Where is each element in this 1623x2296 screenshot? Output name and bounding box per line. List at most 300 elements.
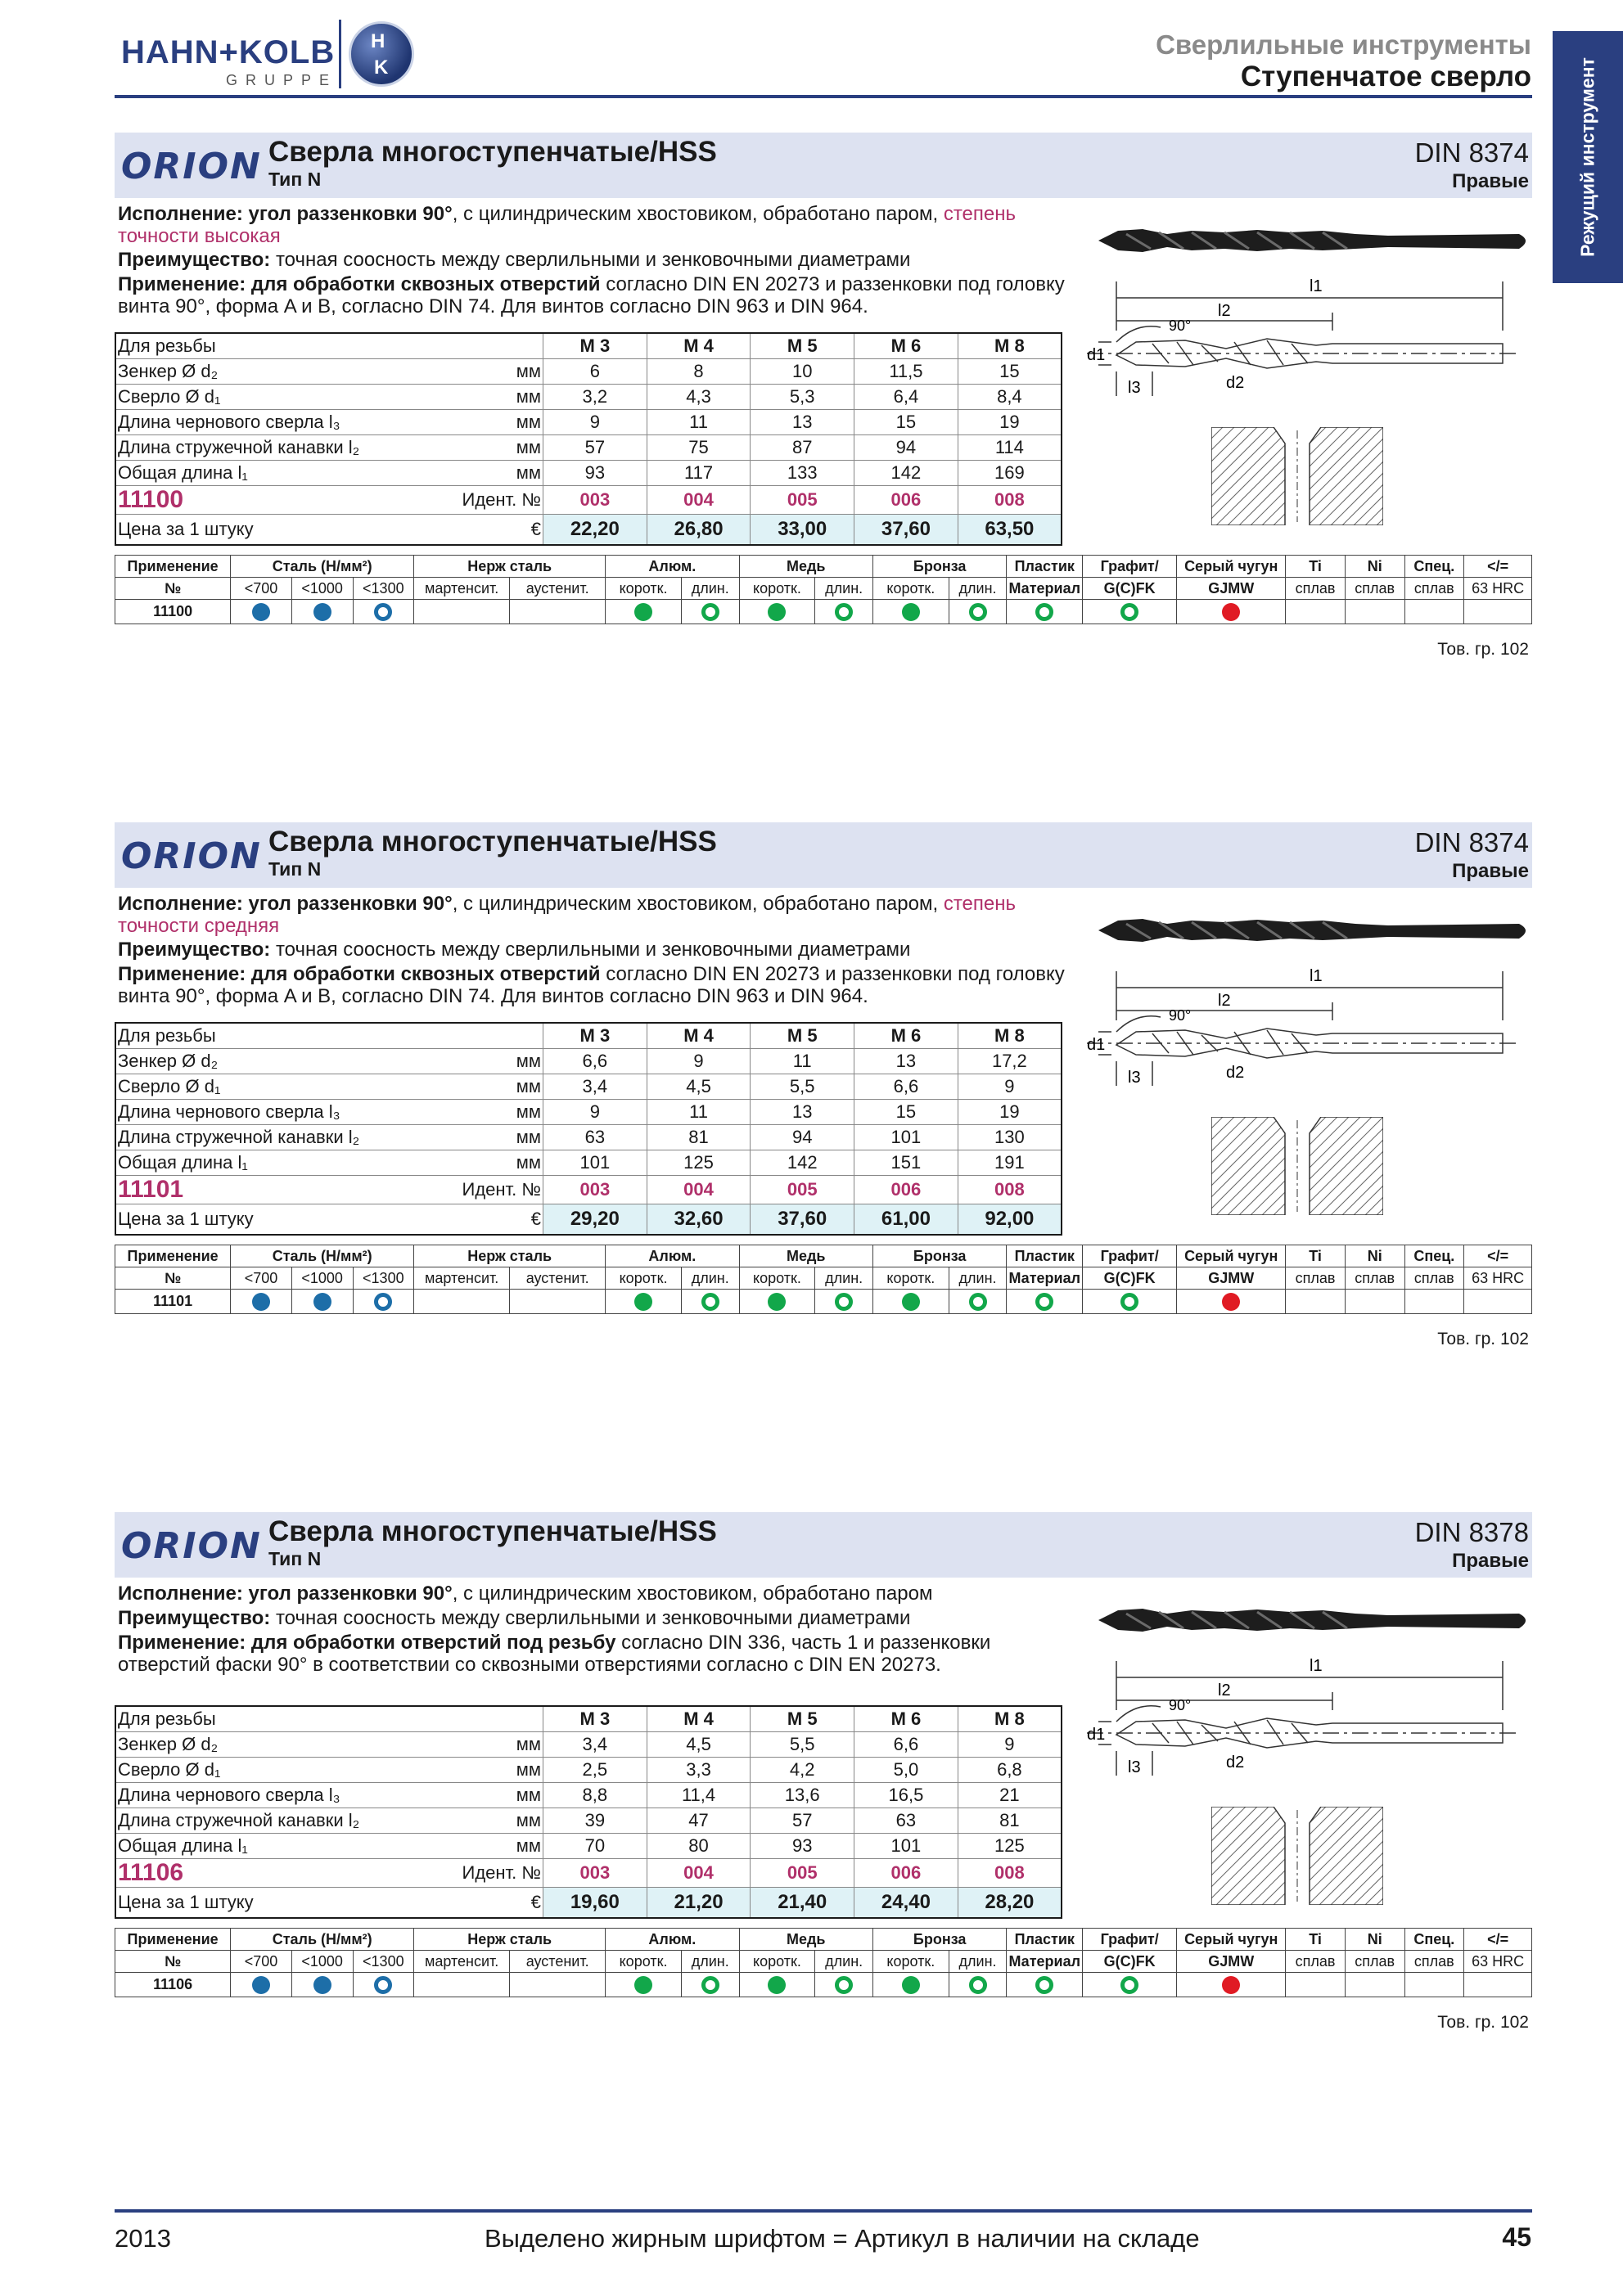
app-header-cell: Графит/	[1083, 1929, 1177, 1951]
app-header-cell: Ti	[1286, 1929, 1346, 1951]
spec-row	[115, 1023, 1062, 1048]
app-rating-cell	[231, 1973, 292, 1997]
spec-row	[115, 1757, 1062, 1782]
execution-body: , с цилиндрическим хвостовиком, обработано паром	[452, 1582, 933, 1605]
spec-cell: М 4	[647, 1023, 751, 1048]
conditionally-suitable-dot-icon	[1120, 1293, 1138, 1311]
spec-cell: 29,20	[543, 1204, 647, 1235]
app-header-cell: Применение	[115, 556, 231, 578]
spec-cell: 22,20	[543, 514, 647, 545]
spec-row-unit: мм	[461, 1833, 543, 1858]
app-rating-cell	[1404, 1290, 1464, 1314]
application-label: Применение: для обработки сквозных отверстий	[118, 273, 601, 295]
app-header-cell: Алюм.	[606, 1929, 739, 1951]
spec-row-label: Для резьбы	[115, 333, 461, 358]
svg-text:l3: l3	[1128, 379, 1141, 397]
app-rating-cell	[1345, 1290, 1404, 1314]
execution-text	[118, 1582, 1059, 1605]
rotation-direction: Правые	[1452, 860, 1529, 882]
spec-cell[interactable]: 008	[958, 1175, 1062, 1204]
spec-cell: М 5	[751, 1706, 854, 1731]
conditionally-suitable-dot-icon	[835, 1976, 853, 1994]
app-subheader-cell: 63 HRC	[1464, 1267, 1532, 1290]
suitable-dot-icon	[634, 1293, 652, 1311]
conditionally-suitable-dot-icon	[701, 603, 719, 621]
spec-cell: 39	[543, 1808, 647, 1833]
app-rating-cell	[231, 600, 292, 624]
app-rating-cell	[739, 1290, 815, 1314]
svg-text:d1: d1	[1087, 346, 1106, 364]
app-rating-row	[115, 1973, 1532, 1997]
spec-cell[interactable]: 008	[958, 1858, 1062, 1887]
din-standard: DIN 8378	[1414, 1517, 1529, 1547]
app-header-cell: Ni	[1345, 1929, 1404, 1951]
app-subheader-cell: длин.	[681, 578, 739, 600]
conditionally-suitable-dot-icon	[835, 603, 853, 621]
spec-row-label: Длина стружечной канавки l₂	[115, 434, 461, 460]
spec-row-unit: мм	[461, 1808, 543, 1833]
spec-cell: 10	[751, 358, 854, 384]
svg-text:d1: d1	[1087, 1036, 1106, 1054]
page-number: 45	[1502, 2222, 1531, 2252]
app-header-cell: Графит/	[1083, 556, 1177, 578]
app-subheader-cell: коротк.	[739, 1951, 815, 1973]
spec-cell: М 3	[543, 1023, 647, 1048]
spec-row	[115, 1099, 1062, 1124]
app-rating-cell	[1007, 600, 1083, 624]
spec-cell: 37,60	[751, 1204, 854, 1235]
app-rating-cell	[681, 600, 739, 624]
svg-text:l1: l1	[1310, 1657, 1323, 1675]
app-subheader-cell: Материал	[1007, 578, 1083, 600]
suitable-dot-icon	[252, 1293, 270, 1311]
spec-row-unit: мм	[461, 1150, 543, 1175]
spec-cell[interactable]: 005	[751, 1175, 854, 1204]
spec-cell: 16,5	[854, 1782, 958, 1808]
app-rating-row	[115, 1290, 1532, 1314]
app-rating-cell	[1464, 1973, 1532, 1997]
conditionally-suitable-dot-icon	[374, 603, 392, 621]
conditionally-suitable-dot-icon	[374, 1293, 392, 1311]
product-group: Тов. гр. 102	[1437, 2013, 1529, 2032]
app-subheader-cell: G(C)FK	[1083, 1951, 1177, 1973]
spec-cell[interactable]: 005	[751, 485, 854, 514]
product-title: Сверла многоступенчатые/HSS	[268, 826, 717, 858]
execution-label: Исполнение: угол раззенковки 90°	[118, 893, 453, 915]
svg-text:d2: d2	[1226, 374, 1245, 392]
product-section	[115, 822, 1532, 1346]
app-subheader-cell: №	[115, 1951, 231, 1973]
app-header-cell: Медь	[739, 556, 872, 578]
app-subheader-cell: GJMW	[1177, 1951, 1286, 1973]
spec-cell[interactable]: 004	[647, 485, 751, 514]
spec-cell: 5,5	[751, 1731, 854, 1757]
app-article-no: 11100	[115, 600, 231, 624]
app-header-cell: Пластик	[1007, 556, 1083, 578]
category-title: Сверлильные инструменты	[1156, 29, 1531, 60]
app-subheader-cell: сплав	[1404, 1267, 1464, 1290]
spec-row	[115, 1858, 1062, 1887]
spec-cell: 92,00	[958, 1204, 1062, 1235]
spec-row-label: Длина стружечной канавки l₂	[115, 1808, 461, 1833]
spec-row-label: Общая длина l₁	[115, 1150, 461, 1175]
spec-cell: 75	[647, 434, 751, 460]
svg-text:l3: l3	[1128, 1758, 1141, 1776]
orion-logo: ORION	[121, 1525, 262, 1567]
application-body: согласно DIN EN 20273 и раззенковки под головку винта 90°, форма A и B, согласно DIN 74. Для винтов согласно DIN 963 и DIN 964.	[118, 963, 1065, 1007]
app-rating-cell	[815, 1290, 873, 1314]
spec-cell: 13	[751, 1099, 854, 1124]
app-subheader-cell: длин.	[681, 1267, 739, 1290]
app-rating-cell	[949, 1290, 1007, 1314]
spec-cell[interactable]: 006	[854, 1175, 958, 1204]
spec-row-label: Зенкер Ø d₂	[115, 1048, 461, 1074]
app-rating-cell	[872, 1290, 949, 1314]
app-rating-cell	[353, 1290, 414, 1314]
spec-cell: 15	[854, 1099, 958, 1124]
countersink-hole-drawing	[1211, 1117, 1383, 1215]
spec-cell: 11,4	[647, 1782, 751, 1808]
app-header-cell: Спец.	[1404, 1929, 1464, 1951]
spec-cell[interactable]: 003	[543, 485, 647, 514]
app-header-cell: Сталь (Н/мм²)	[231, 556, 414, 578]
spec-cell: 130	[958, 1124, 1062, 1150]
app-header-cell: Пластик	[1007, 1245, 1083, 1267]
app-rating-cell	[1345, 1973, 1404, 1997]
side-tab[interactable]	[1553, 31, 1623, 283]
spec-row	[115, 409, 1062, 434]
app-subheader-cell: №	[115, 578, 231, 600]
spec-row	[115, 1175, 1062, 1204]
app-header-cell: Применение	[115, 1245, 231, 1267]
din-standard: DIN 8374	[1414, 827, 1529, 858]
spec-row	[115, 1782, 1062, 1808]
app-subheader-cell: сплав	[1345, 1267, 1404, 1290]
product-type: Тип N	[268, 1548, 322, 1569]
app-subheader-cell: <1300	[353, 578, 414, 600]
app-rating-cell	[739, 600, 815, 624]
suitable-dot-icon	[902, 1976, 920, 1994]
suitable-dot-icon	[902, 603, 920, 621]
spec-cell[interactable]: 003	[543, 1175, 647, 1204]
spec-row	[115, 1808, 1062, 1833]
rotation-direction: Правые	[1452, 170, 1529, 192]
app-header-cell: Медь	[739, 1245, 872, 1267]
app-subheader-cell: аустенит.	[510, 1951, 606, 1973]
spec-cell: 15	[958, 358, 1062, 384]
app-rating-cell	[606, 600, 682, 624]
spec-cell: 9	[647, 1048, 751, 1074]
app-subheader-row	[115, 1267, 1532, 1290]
spec-cell: 11,5	[854, 358, 958, 384]
spec-cell: М 4	[647, 1706, 751, 1731]
spec-table	[115, 332, 1062, 546]
app-rating-cell	[510, 1290, 606, 1314]
app-subheader-cell: коротк.	[872, 1951, 949, 1973]
spec-cell[interactable]: 006	[854, 1858, 958, 1887]
spec-cell: 33,00	[751, 514, 854, 545]
spec-cell: М 8	[958, 1023, 1062, 1048]
brand-name: HAHN+KOLB	[121, 34, 336, 70]
spec-cell: 9	[543, 409, 647, 434]
brand-mark-k: K	[374, 56, 389, 79]
suitable-dot-icon	[1222, 1976, 1240, 1994]
application-body: согласно DIN 336, часть 1 и раззенковки отверстий фаски 90° в соответствии со сквозными отверстиями согласно с DIN EN 20273.	[118, 1632, 991, 1676]
app-header-cell: Ni	[1345, 1245, 1404, 1267]
app-subheader-cell: G(C)FK	[1083, 1267, 1177, 1290]
app-rating-cell	[510, 1973, 606, 1997]
app-rating-cell	[1083, 600, 1177, 624]
app-rating-cell	[1404, 600, 1464, 624]
conditionally-suitable-dot-icon	[1120, 603, 1138, 621]
spec-cell: 2,5	[543, 1757, 647, 1782]
spec-cell[interactable]: 003	[543, 1858, 647, 1887]
footer-rule	[115, 2209, 1532, 2213]
app-header-cell: Медь	[739, 1929, 872, 1951]
app-subheader-row	[115, 1951, 1532, 1973]
app-subheader-cell: длин.	[949, 1267, 1007, 1290]
spec-row	[115, 434, 1062, 460]
spec-row-unit: мм	[461, 1074, 543, 1099]
spec-cell: М 8	[958, 333, 1062, 358]
app-subheader-cell: 63 HRC	[1464, 1951, 1532, 1973]
spec-cell: 6,8	[958, 1757, 1062, 1782]
app-rating-cell	[1286, 600, 1346, 624]
brand-mark-h: H	[371, 30, 385, 52]
spec-cell: 6,6	[854, 1731, 958, 1757]
spec-row-label: Длина чернового сверла l₃	[115, 1782, 461, 1808]
conditionally-suitable-dot-icon	[1035, 603, 1053, 621]
app-rating-cell	[949, 600, 1007, 624]
spec-cell: 3,2	[543, 384, 647, 409]
app-header-cell: Спец.	[1404, 556, 1464, 578]
spec-row	[115, 1124, 1062, 1150]
app-subheader-cell: коротк.	[739, 1267, 815, 1290]
spec-row-unit: мм	[461, 384, 543, 409]
spec-cell[interactable]: 008	[958, 485, 1062, 514]
app-article-no: 11106	[115, 1973, 231, 1997]
dimension-drawing	[1087, 1653, 1537, 1800]
app-subheader-cell: <1000	[291, 1267, 353, 1290]
conditionally-suitable-dot-icon	[969, 1976, 987, 1994]
precision-grade: степень точности высокая	[118, 203, 1016, 247]
spec-cell: 80	[647, 1833, 751, 1858]
conditionally-suitable-dot-icon	[835, 1293, 853, 1311]
spec-row	[115, 333, 1062, 358]
app-subheader-row	[115, 578, 1532, 600]
spec-row-label: Для резьбы	[115, 1023, 461, 1048]
suitable-dot-icon	[768, 1976, 786, 1994]
advantage-label: Преимущество:	[118, 939, 271, 961]
app-header-cell: </=	[1464, 1929, 1532, 1951]
svg-text:90°: 90°	[1169, 1007, 1192, 1024]
app-header-cell: Ni	[1345, 556, 1404, 578]
conditionally-suitable-dot-icon	[1035, 1976, 1053, 1994]
app-header-cell: Ti	[1286, 556, 1346, 578]
app-header-cell: Нерж сталь	[414, 1929, 606, 1951]
svg-text:d2: d2	[1226, 1064, 1245, 1082]
svg-text:l3: l3	[1128, 1069, 1141, 1087]
app-subheader-cell: <700	[231, 1267, 292, 1290]
spec-cell: 125	[958, 1833, 1062, 1858]
spec-row	[115, 1731, 1062, 1757]
spec-cell: 37,60	[854, 514, 958, 545]
spec-cell: 81	[958, 1808, 1062, 1833]
spec-cell: 8,8	[543, 1782, 647, 1808]
suitable-dot-icon	[1222, 1293, 1240, 1311]
conditionally-suitable-dot-icon	[374, 1976, 392, 1994]
spec-cell: 6,6	[543, 1048, 647, 1074]
spec-cell: 11	[751, 1048, 854, 1074]
suitable-dot-icon	[1222, 603, 1240, 621]
spec-cell: 114	[958, 434, 1062, 460]
spec-row-unit: €	[461, 1204, 543, 1235]
spec-cell: 4,2	[751, 1757, 854, 1782]
app-subheader-cell: аустенит.	[510, 578, 606, 600]
app-rating-cell	[1007, 1290, 1083, 1314]
product-group: Тов. гр. 102	[1437, 640, 1529, 659]
spec-row-unit: мм	[461, 434, 543, 460]
spec-cell: 94	[751, 1124, 854, 1150]
advantage-label: Преимущество:	[118, 1607, 271, 1629]
spec-cell: 3,4	[543, 1074, 647, 1099]
app-subheader-cell: №	[115, 1267, 231, 1290]
svg-text:l2: l2	[1218, 302, 1231, 320]
suitable-dot-icon	[902, 1293, 920, 1311]
application-label: Применение: для обработки сквозных отверстий	[118, 963, 601, 985]
svg-text:90°: 90°	[1169, 317, 1192, 334]
svg-text:d1: d1	[1087, 1726, 1106, 1744]
spec-cell: М 3	[543, 1706, 647, 1731]
spec-row	[115, 514, 1062, 545]
app-subheader-cell: <700	[231, 1951, 292, 1973]
app-subheader-cell: коротк.	[606, 1951, 682, 1973]
application-label: Применение: для обработки отверстий под резьбу	[118, 1632, 616, 1654]
spec-cell: М 8	[958, 1706, 1062, 1731]
app-rating-row	[115, 600, 1532, 624]
spec-cell: 6	[543, 358, 647, 384]
rotation-direction: Правые	[1452, 1550, 1529, 1572]
product-title: Сверла многоступенчатые/HSS	[268, 1515, 717, 1547]
app-subheader-cell: коротк.	[606, 578, 682, 600]
spec-cell: 28,20	[958, 1887, 1062, 1918]
spec-row	[115, 1204, 1062, 1235]
app-rating-cell	[872, 600, 949, 624]
spec-cell: 17,2	[958, 1048, 1062, 1074]
conditionally-suitable-dot-icon	[701, 1293, 719, 1311]
app-subheader-cell: мартенсит.	[414, 1951, 510, 1973]
suitable-dot-icon	[634, 1976, 652, 1994]
spec-cell: 24,40	[854, 1887, 958, 1918]
app-header-cell: Пластик	[1007, 1929, 1083, 1951]
spec-cell: 169	[958, 460, 1062, 485]
app-subheader-cell: длин.	[949, 1951, 1007, 1973]
spec-row-unit: Идент. №	[461, 485, 543, 514]
spec-cell: 57	[751, 1808, 854, 1833]
app-header-cell: Сталь (Н/мм²)	[231, 1929, 414, 1951]
conditionally-suitable-dot-icon	[1035, 1293, 1053, 1311]
app-rating-cell	[231, 1290, 292, 1314]
app-header-cell: </=	[1464, 1245, 1532, 1267]
spec-cell: 93	[543, 460, 647, 485]
spec-row	[115, 1150, 1062, 1175]
spec-row-label: Сверло Ø d₁	[115, 1074, 461, 1099]
spec-cell: 81	[647, 1124, 751, 1150]
spec-row-unit: мм	[461, 409, 543, 434]
spec-cell: М 6	[854, 333, 958, 358]
spec-cell: 19	[958, 1099, 1062, 1124]
application-text	[118, 1632, 1067, 1676]
suitable-dot-icon	[768, 1293, 786, 1311]
suitable-dot-icon	[313, 1293, 331, 1311]
app-rating-cell	[1007, 1973, 1083, 1997]
spec-cell: 5,0	[854, 1757, 958, 1782]
spec-row-label: Цена за 1 штуку	[115, 514, 461, 545]
brand-sub: GRUPPE	[226, 72, 338, 88]
app-subheader-cell: сплав	[1286, 1267, 1346, 1290]
spec-cell: 3,4	[543, 1731, 647, 1757]
spec-cell: 93	[751, 1833, 854, 1858]
spec-cell: 101	[854, 1124, 958, 1150]
product-section	[115, 1512, 1532, 2036]
spec-cell: 13	[751, 409, 854, 434]
advantage-label: Преимущество:	[118, 249, 271, 271]
app-header-cell: Ti	[1286, 1245, 1346, 1267]
spec-cell: 4,5	[647, 1731, 751, 1757]
dimension-drawing	[1087, 963, 1537, 1110]
spec-row-label: 11101	[115, 1175, 461, 1204]
app-subheader-cell: аустенит.	[510, 1267, 606, 1290]
spec-cell: 15	[854, 409, 958, 434]
app-header-cell: Серый чугун	[1177, 1245, 1286, 1267]
spec-cell: 5,5	[751, 1074, 854, 1099]
spec-cell: 21	[958, 1782, 1062, 1808]
spec-cell: 101	[543, 1150, 647, 1175]
spec-cell: 61,00	[854, 1204, 958, 1235]
spec-cell: М 5	[751, 333, 854, 358]
svg-text:d2: d2	[1226, 1754, 1245, 1772]
app-rating-cell	[1404, 1973, 1464, 1997]
spec-cell[interactable]: 004	[647, 1175, 751, 1204]
app-rating-cell	[681, 1973, 739, 1997]
spec-cell[interactable]: 006	[854, 485, 958, 514]
suitable-dot-icon	[313, 603, 331, 621]
advantage-body: точная соосность между сверлильными и зенковочными диаметрами	[270, 1607, 911, 1629]
spec-row	[115, 1048, 1062, 1074]
app-rating-cell	[510, 600, 606, 624]
app-header-row	[115, 1929, 1532, 1951]
suitable-dot-icon	[634, 603, 652, 621]
app-subheader-cell: мартенсит.	[414, 578, 510, 600]
app-header-cell: Нерж сталь	[414, 556, 606, 578]
app-header-row	[115, 1245, 1532, 1267]
advantage-text	[118, 249, 1059, 271]
app-subheader-cell: длин.	[815, 1267, 873, 1290]
app-subheader-cell: GJMW	[1177, 578, 1286, 600]
spec-cell[interactable]: 004	[647, 1858, 751, 1887]
application-text	[118, 963, 1067, 1007]
spec-table	[115, 1022, 1062, 1236]
app-subheader-cell: GJMW	[1177, 1267, 1286, 1290]
suitable-dot-icon	[768, 603, 786, 621]
spec-cell: М 6	[854, 1706, 958, 1731]
app-rating-cell	[353, 1973, 414, 1997]
app-rating-cell	[1286, 1973, 1346, 1997]
spec-cell[interactable]: 005	[751, 1858, 854, 1887]
spec-row-label: Цена за 1 штуку	[115, 1204, 461, 1235]
execution-text	[118, 893, 1059, 937]
spec-cell: 13,6	[751, 1782, 854, 1808]
